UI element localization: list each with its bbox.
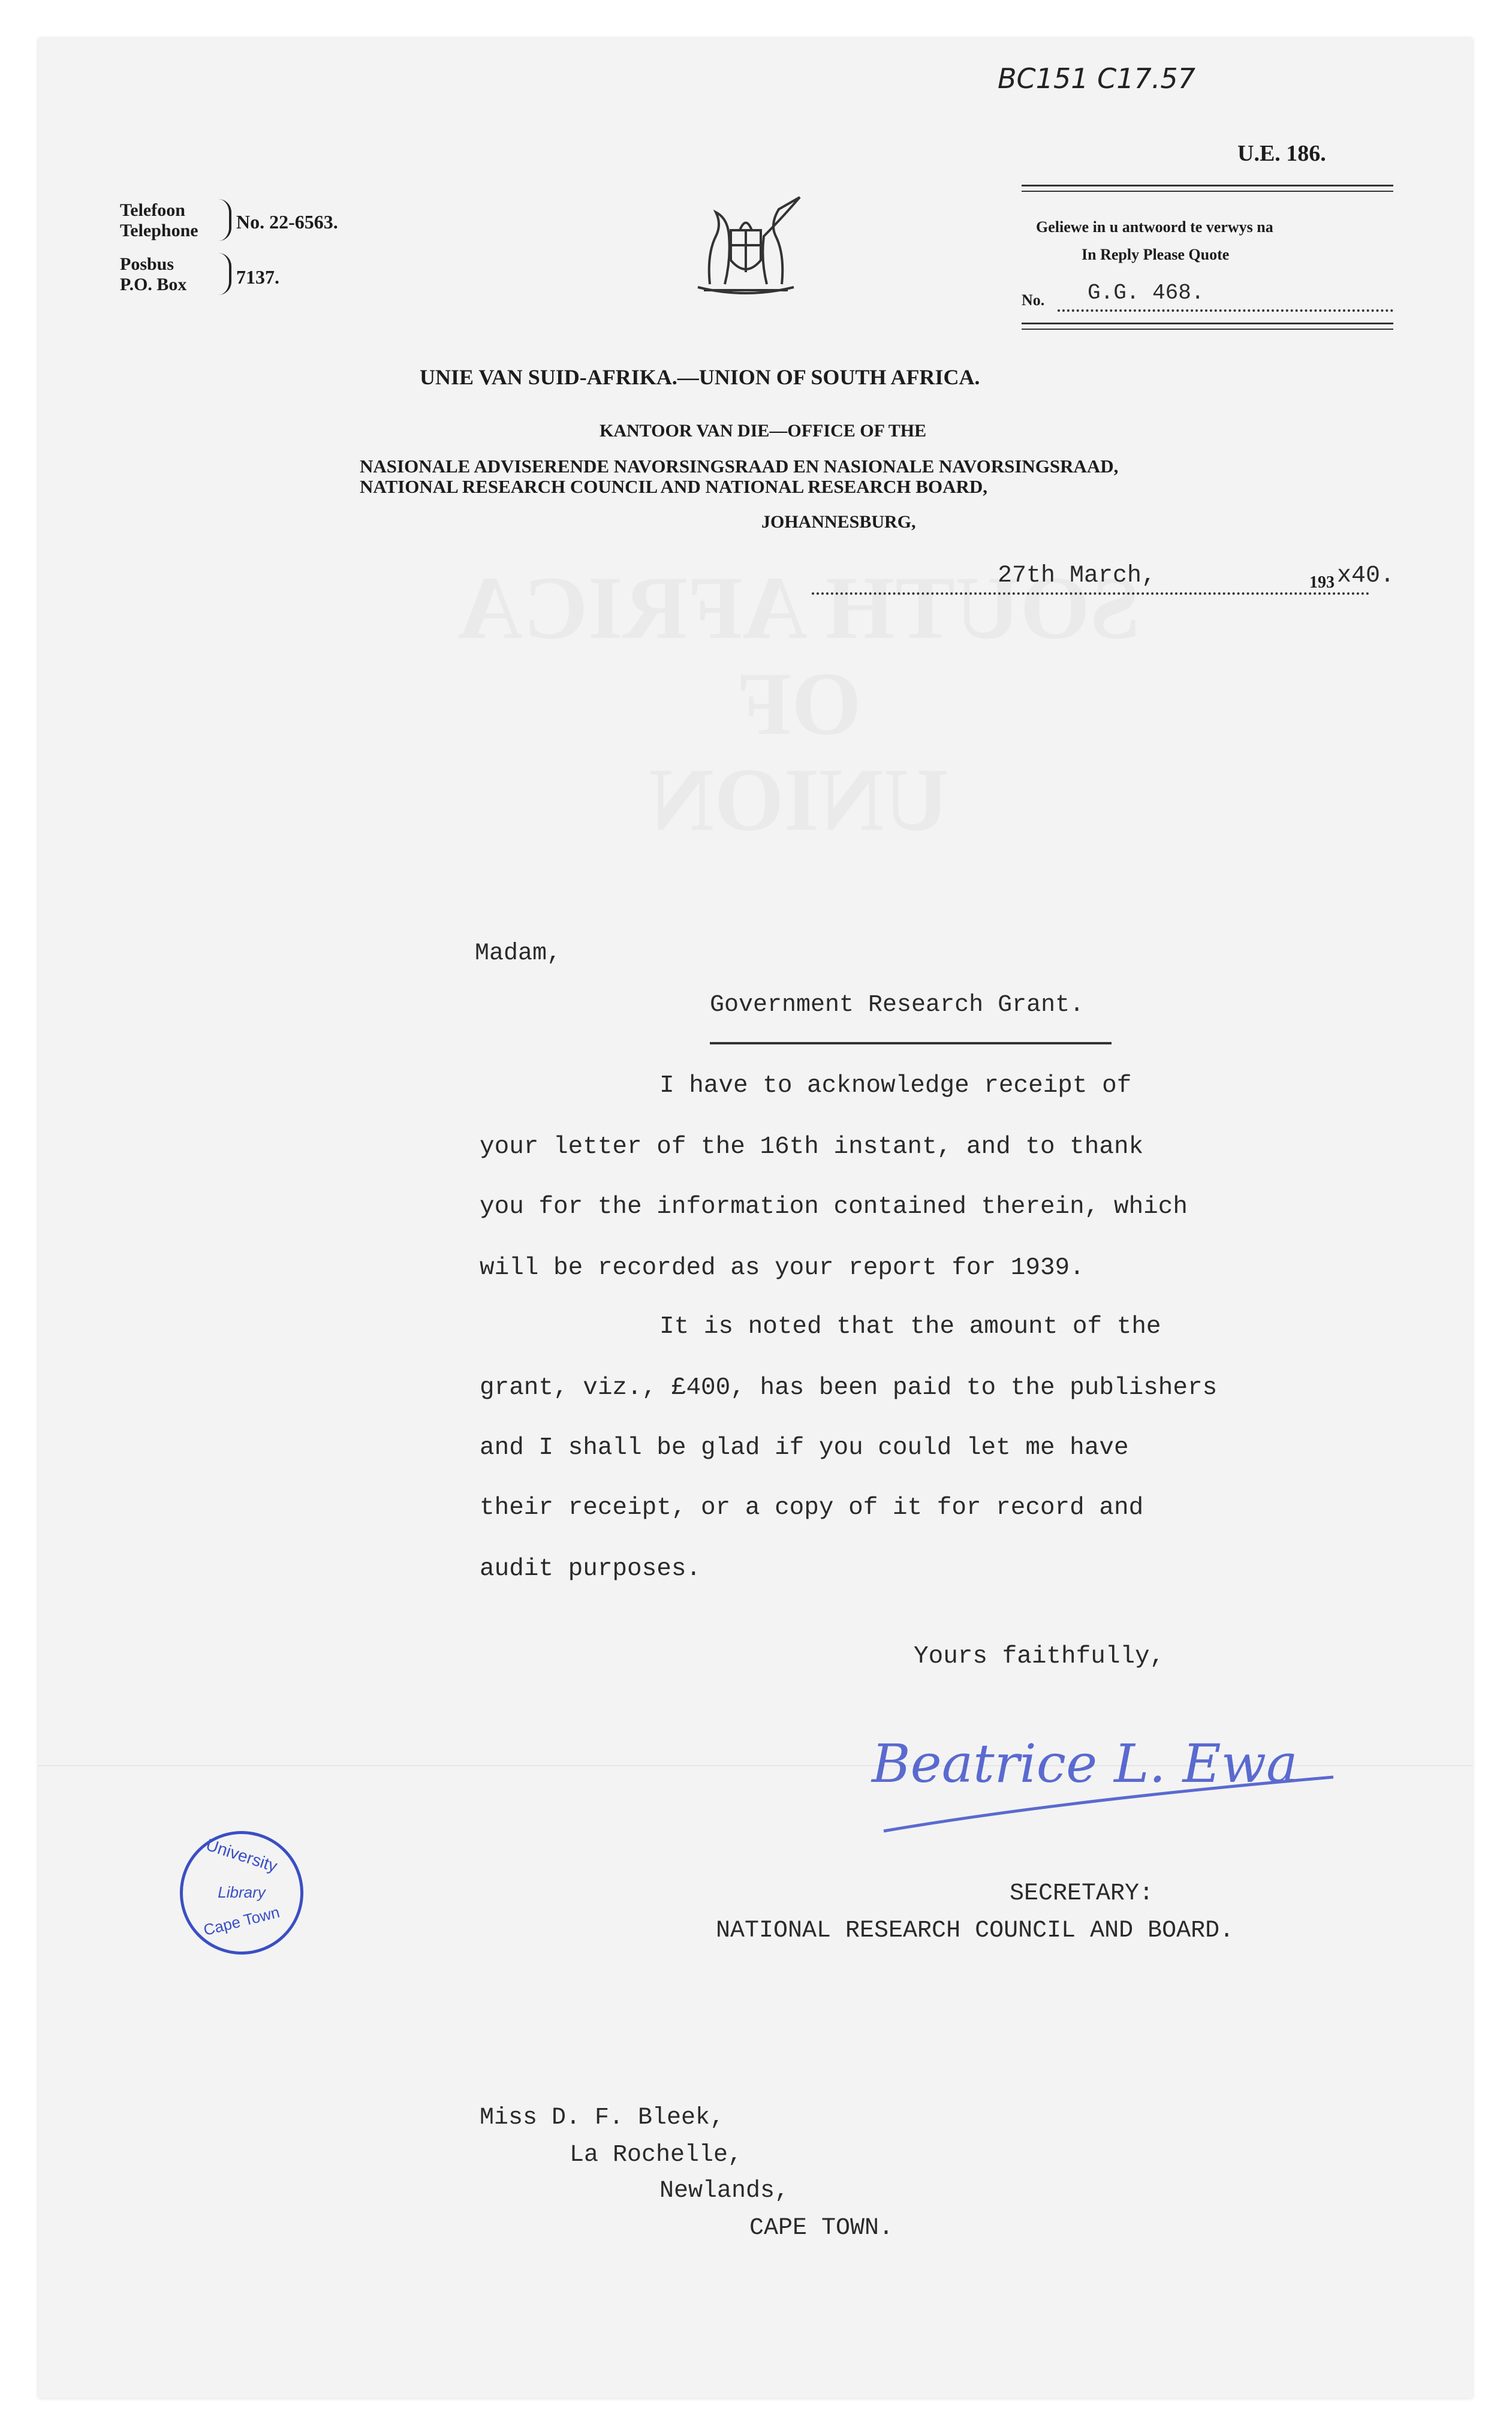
coat-of-arms-icon <box>674 194 818 296</box>
body-line-4: will be recorded as your report for 1939. <box>480 1254 1085 1282</box>
letterhead-city: JOHANNESBURG, <box>761 512 916 532</box>
stamp-line-1: University <box>203 1835 280 1876</box>
letterhead-union: UNIE VAN SUID-AFRIKA.—UNION OF SOUTH AFRICA. <box>420 365 980 389</box>
letterhead-council-afrikaans: NASIONALE ADVISERENDE NAVORSINGSRAAD EN NASIONALE NAVORSINGSRAAD, <box>360 456 1119 477</box>
reply-box-top-rule-2 <box>1022 191 1393 192</box>
telephone-brace <box>218 199 231 241</box>
body-line-3: you for the information contained therein, which <box>480 1193 1188 1221</box>
body-line-7: and I shall be glad if you could let me have <box>480 1434 1129 1462</box>
recipient-line-1: Miss D. F. Bleek, <box>480 2104 725 2131</box>
reply-reference: G.G. 468. <box>1088 281 1204 305</box>
subject-line: Government Research Grant. <box>710 992 1085 1019</box>
paper-fold <box>38 1765 1472 1766</box>
signatory-org: NATIONAL RESEARCH COUNCIL AND BOARD. <box>716 1917 1234 1944</box>
reply-box-bottom-rule <box>1022 323 1393 324</box>
recipient-line-3: Newlands, <box>659 2178 790 2205</box>
archive-reference: BC151 C17.57 <box>998 62 1195 95</box>
signature-underline <box>878 1765 1345 1837</box>
body-line-6: grant, viz., £400, has been paid to the publishers <box>480 1374 1218 1402</box>
body-line-1: I have to acknowledge receipt of <box>659 1072 1132 1100</box>
form-number: U.E. 186. <box>1237 141 1326 166</box>
salutation: Madam, <box>475 940 562 967</box>
letterhead-council-english: NATIONAL RESEARCH COUNCIL AND NATIONAL RESEARCH BOARD, <box>360 476 987 497</box>
date-typed-year: x40. <box>1337 562 1395 589</box>
date-dots <box>812 592 1369 595</box>
closing: Yours faithfully, <box>914 1643 1165 1670</box>
subject-underline <box>710 1042 1112 1044</box>
po-box-number: 7137. <box>236 266 279 288</box>
reply-instruction-english: In Reply Please Quote <box>1082 246 1230 263</box>
reply-box-bottom-rule-2 <box>1022 329 1393 330</box>
body-line-5: It is noted that the amount of the <box>659 1313 1161 1341</box>
recipient-line-2: La Rochelle, <box>570 2142 743 2169</box>
telephone-label: Telephone <box>120 221 198 240</box>
signature: Beatrice L. Ewa <box>872 1733 1298 1794</box>
letterhead-office: KANTOOR VAN DIE—OFFICE OF THE <box>600 421 927 441</box>
reply-instruction-afrikaans: Geliewe in u antwoord te verwys na <box>1036 218 1273 236</box>
signatory-title: SECRETARY: <box>1010 1880 1154 1907</box>
telefoon-label: Telefoon <box>120 200 185 220</box>
posbus-label: Posbus <box>120 254 174 274</box>
letter-sheet <box>38 38 1472 2398</box>
date-printed-year: 193 <box>1309 573 1335 592</box>
reply-box-top-rule <box>1022 185 1393 186</box>
reply-no-dots <box>1058 309 1393 312</box>
recipient-line-4: CAPE TOWN. <box>749 2215 894 2242</box>
stamp-line-3: Cape Town <box>201 1902 282 1940</box>
telephone-number: No. 22-6563. <box>236 211 338 233</box>
library-stamp <box>180 1831 303 1955</box>
stamp-line-2: Library <box>218 1883 266 1901</box>
body-line-2: your letter of the 16th instant, and to thank <box>480 1133 1144 1161</box>
date-typed: 27th March, <box>998 562 1156 589</box>
po-box-brace <box>218 253 231 295</box>
reply-no-label: No. <box>1022 291 1045 309</box>
po-box-label: P.O. Box <box>120 275 187 294</box>
watermark-showthrough <box>458 560 1140 848</box>
body-line-9: audit purposes. <box>480 1555 701 1583</box>
body-line-8: their receipt, or a copy of it for record and <box>480 1494 1144 1522</box>
